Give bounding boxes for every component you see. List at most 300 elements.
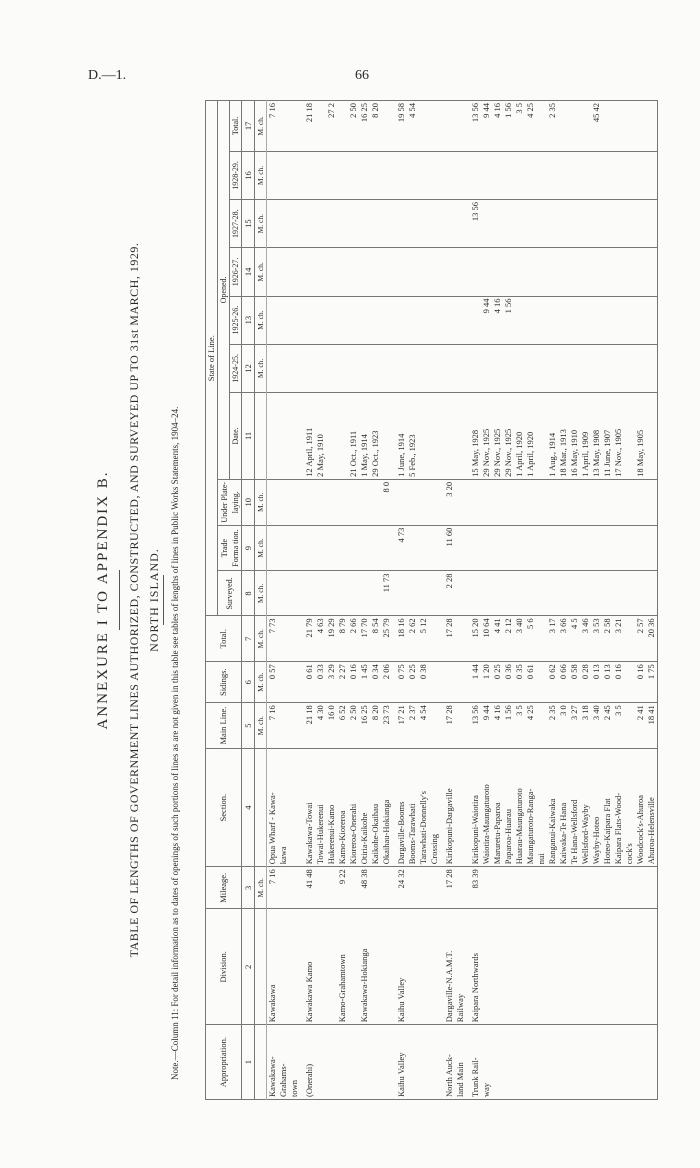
cell-section: Hoteo-Kaipara Flat — [602, 749, 613, 867]
cell-1928-29 — [525, 151, 536, 199]
cell-main-line: 3 0 — [558, 703, 569, 749]
cell-section: kawa — [278, 749, 289, 867]
header-total-opened: Total. — [230, 101, 242, 152]
unit-cell: M. ch. — [255, 296, 267, 344]
cell-surveyed — [580, 571, 591, 616]
cell-platelaying — [267, 479, 279, 525]
cell-division — [370, 909, 381, 1025]
cell-1925-26 — [455, 296, 466, 344]
cell-platelaying — [326, 479, 337, 525]
cell-1925-26 — [337, 296, 348, 344]
cell-platelaying — [348, 479, 359, 525]
cell-date-opened: 5 Feb., 1923 — [407, 392, 418, 479]
cell-surveyed — [635, 571, 646, 616]
cell-appropriation — [370, 1025, 381, 1100]
cell-1928-29 — [337, 151, 348, 199]
cell-appropriation — [359, 1025, 370, 1100]
cell-section: Crossing — [429, 749, 440, 867]
cell-1928-29 — [326, 151, 337, 199]
cell-1927-28 — [580, 200, 591, 248]
cell-surveyed — [407, 571, 418, 616]
cell-division — [525, 909, 536, 1025]
cell-1928-29 — [635, 151, 646, 199]
region-rule — [163, 575, 164, 625]
cell-section: Maungaturoto-Ranga- — [525, 749, 536, 867]
cell-platelaying — [466, 479, 481, 525]
cell-total: 25 79 — [381, 616, 392, 662]
cell-section: Booms-Tarawhati — [407, 749, 418, 867]
cell-division: Railway — [455, 909, 466, 1025]
cell-main-line: 6 52 — [337, 703, 348, 749]
cell-1926-27 — [455, 248, 466, 296]
cell-platelaying — [569, 479, 580, 525]
cell-1928-29 — [503, 151, 514, 199]
cell-platelaying — [392, 479, 407, 525]
cell-date-opened: 11 June, 1907 — [602, 392, 613, 479]
cell-formation — [613, 525, 624, 571]
cell-total: 17 70 — [359, 616, 370, 662]
cell-total-opened: 45 42 — [591, 101, 602, 152]
cell-surveyed — [370, 571, 381, 616]
cell-platelaying — [624, 479, 635, 525]
cell-1924-25 — [525, 344, 536, 392]
cell-total-opened — [536, 101, 547, 152]
cell-section: Kirikopuni-Dargaville — [440, 749, 455, 867]
cell-main-line: 4 54 — [418, 703, 429, 749]
cell-total-opened — [558, 101, 569, 152]
col-number: 8 — [242, 571, 255, 616]
cell-sidings — [455, 662, 466, 703]
unit-cell: M. ch. — [255, 867, 267, 909]
cell-total: 7 73 — [267, 616, 279, 662]
cell-section: Huarau-Maungaturoto — [514, 749, 525, 867]
cell-section: Kaipara Flats-Wood- — [613, 749, 624, 867]
cell-sidings: 0 38 — [418, 662, 429, 703]
cell-sidings — [289, 662, 300, 703]
cell-section: Kamo-Kioreroa — [337, 749, 348, 867]
cell-platelaying — [315, 479, 326, 525]
cell-formation — [492, 525, 503, 571]
cell-1924-25 — [337, 344, 348, 392]
cell-division — [407, 909, 418, 1025]
cell-1927-28 — [326, 200, 337, 248]
cell-appropriation — [536, 1025, 547, 1100]
cell-section: Wayby-Hoteo — [591, 749, 602, 867]
header-surveyed: Surveyed. — [218, 571, 242, 616]
cell-main-line: 3 5 — [613, 703, 624, 749]
cell-1927-28 — [300, 200, 315, 248]
cell-division — [492, 909, 503, 1025]
table-row — [381, 101, 392, 1100]
cell-mileage — [481, 867, 492, 909]
cell-main-line: 2 41 — [635, 703, 646, 749]
cell-1926-27 — [569, 248, 580, 296]
cell-division: Dargaville-N.A.M.T. — [440, 909, 455, 1025]
cell-total-opened: 3 5 — [514, 101, 525, 152]
cell-division: Kaihu Valley — [392, 909, 407, 1025]
cell-total-opened — [440, 101, 455, 152]
header-year-1926: 1926-27. — [230, 248, 242, 296]
cell-mileage — [536, 867, 547, 909]
cell-mileage — [635, 867, 646, 909]
cell-1924-25 — [348, 344, 359, 392]
cell-sidings: 0 62 — [547, 662, 558, 703]
cell-total — [429, 616, 440, 662]
cell-total: 3 66 — [558, 616, 569, 662]
cell-total-opened — [337, 101, 348, 152]
cell-total: 3 21 — [613, 616, 624, 662]
cell-1925-26 — [407, 296, 418, 344]
cell-surveyed — [429, 571, 440, 616]
cell-surveyed — [481, 571, 492, 616]
cell-1927-28 — [315, 200, 326, 248]
cell-1924-25 — [278, 344, 289, 392]
cell-1925-26 — [602, 296, 613, 344]
lengths-table — [205, 100, 658, 1100]
cell-1927-28 — [348, 200, 359, 248]
cell-platelaying — [635, 479, 646, 525]
cell-1927-28 — [613, 200, 624, 248]
cell-total — [536, 616, 547, 662]
cell-1926-27 — [440, 248, 455, 296]
cell-mileage — [315, 867, 326, 909]
cell-1928-29 — [381, 151, 392, 199]
cell-surveyed — [289, 571, 300, 616]
cell-platelaying — [418, 479, 429, 525]
cell-platelaying — [481, 479, 492, 525]
cell-1928-29 — [359, 151, 370, 199]
cell-total: 4 63 — [315, 616, 326, 662]
cell-total-opened — [635, 101, 646, 152]
cell-1924-25 — [503, 344, 514, 392]
cell-total-opened — [602, 101, 613, 152]
cell-surveyed — [466, 571, 481, 616]
cell-division — [289, 909, 300, 1025]
cell-surveyed: 2 28 — [440, 571, 455, 616]
cell-sidings — [536, 662, 547, 703]
cell-date-opened: 2 May, 1910 — [315, 392, 326, 479]
cell-1926-27 — [547, 248, 558, 296]
cell-1924-25 — [370, 344, 381, 392]
cell-appropriation: way — [481, 1025, 492, 1100]
cell-platelaying: 3 20 — [440, 479, 455, 525]
cell-mileage — [558, 867, 569, 909]
cell-sidings: 0 61 — [300, 662, 315, 703]
cell-1926-27 — [624, 248, 635, 296]
cell-section: Kaikohe-Okaihau — [370, 749, 381, 867]
cell-total: 8 54 — [370, 616, 381, 662]
cell-date-opened: 18 Mar., 1913 — [558, 392, 569, 479]
cell-date-opened — [429, 392, 440, 479]
table-row — [267, 101, 279, 1100]
cell-total-opened — [624, 101, 635, 152]
cell-date-opened — [381, 392, 392, 479]
cell-platelaying — [455, 479, 466, 525]
cell-surveyed — [278, 571, 289, 616]
cell-total: 17 28 — [440, 616, 455, 662]
cell-1925-26 — [525, 296, 536, 344]
cell-mileage — [278, 867, 289, 909]
cell-total-opened: 7 16 — [267, 101, 279, 152]
cell-total-opened — [569, 101, 580, 152]
header-division: Division. — [206, 909, 242, 1025]
cell-1925-26 — [429, 296, 440, 344]
table-row — [289, 101, 300, 1100]
header-row-top — [206, 101, 218, 1100]
cell-1928-29 — [289, 151, 300, 199]
cell-sidings: 0 36 — [503, 662, 514, 703]
cell-1926-27 — [492, 248, 503, 296]
cell-surveyed: 11 73 — [381, 571, 392, 616]
cell-section: Maruretu-Paparoa — [492, 749, 503, 867]
unit-cell: M. ch. — [255, 703, 267, 749]
cell-1924-25 — [455, 344, 466, 392]
cell-date-opened — [418, 392, 429, 479]
unit-cell: M. ch. — [255, 344, 267, 392]
cell-appropriation — [580, 1025, 591, 1100]
cell-1926-27 — [514, 248, 525, 296]
cell-division — [381, 909, 392, 1025]
cell-main-line: 17 28 — [440, 703, 455, 749]
cell-1924-25 — [267, 344, 279, 392]
cell-mileage — [591, 867, 602, 909]
cell-1927-28 — [267, 200, 279, 248]
cell-main-line: 2 35 — [547, 703, 558, 749]
table-row — [558, 101, 569, 1100]
cell-1925-26 — [547, 296, 558, 344]
cell-1928-29 — [418, 151, 429, 199]
cell-surveyed — [348, 571, 359, 616]
unit-cell — [255, 1025, 267, 1100]
table-row — [624, 101, 635, 1100]
cell-section: Waiotira-Maungaturoto — [481, 749, 492, 867]
cell-formation — [558, 525, 569, 571]
cell-division — [591, 909, 602, 1025]
header-year-1925: 1925-26. — [230, 296, 242, 344]
cell-main-line: 13 56 — [466, 703, 481, 749]
cell-main-line: 3 40 — [591, 703, 602, 749]
cell-1928-29 — [536, 151, 547, 199]
cell-surveyed — [326, 571, 337, 616]
cell-sidings — [624, 662, 635, 703]
cell-total: 15 20 — [466, 616, 481, 662]
cell-mileage — [492, 867, 503, 909]
cell-main-line: 8 20 — [370, 703, 381, 749]
cell-date-opened: 1 April, 1920 — [514, 392, 525, 479]
col-number: 15 — [242, 200, 255, 248]
unit-cell: M. ch. — [255, 248, 267, 296]
cell-total-opened — [429, 101, 440, 152]
cell-appropriation: Kaihu Valley — [392, 1025, 407, 1100]
cell-appropriation — [337, 1025, 348, 1100]
cell-appropriation — [547, 1025, 558, 1100]
cell-1927-28: 13 56 — [466, 200, 481, 248]
cell-main-line: 3 27 — [569, 703, 580, 749]
cell-1927-28 — [503, 200, 514, 248]
header-under-platelaying: Under Plate-laying. — [218, 479, 242, 525]
cell-main-line: 21 18 — [300, 703, 315, 749]
cell-date-opened — [337, 392, 348, 479]
cell-1927-28 — [492, 200, 503, 248]
cell-appropriation: land Main — [455, 1025, 466, 1100]
cell-surveyed — [569, 571, 580, 616]
cell-1926-27 — [370, 248, 381, 296]
cell-1925-26 — [300, 296, 315, 344]
cell-total-opened: 19 58 — [392, 101, 407, 152]
cell-appropriation — [525, 1025, 536, 1100]
cell-total: 21 79 — [300, 616, 315, 662]
cell-total-opened: 9 44 — [481, 101, 492, 152]
cell-1924-25 — [315, 344, 326, 392]
col-number: 1 — [242, 1025, 255, 1100]
cell-platelaying — [646, 479, 658, 525]
cell-total-opened: 8 20 — [370, 101, 381, 152]
cell-1927-28 — [646, 200, 658, 248]
cell-total-opened — [289, 101, 300, 152]
cell-platelaying — [429, 479, 440, 525]
cell-1925-26: 1 56 — [503, 296, 514, 344]
header-opened: Opened. — [218, 101, 230, 480]
cell-mileage: 9 22 — [337, 867, 348, 909]
col-number: 14 — [242, 248, 255, 296]
cell-main-line: 4 30 — [315, 703, 326, 749]
cell-total: 3 17 — [547, 616, 558, 662]
cell-1924-25 — [481, 344, 492, 392]
cell-sidings: 0 16 — [613, 662, 624, 703]
cell-1924-25 — [429, 344, 440, 392]
cell-total: 3 40 — [514, 616, 525, 662]
table-row — [613, 101, 624, 1100]
cell-sidings — [440, 662, 455, 703]
cell-platelaying — [536, 479, 547, 525]
cell-division — [514, 909, 525, 1025]
cell-date-opened: 16 May, 1910 — [569, 392, 580, 479]
cell-formation — [418, 525, 429, 571]
header-state-of-line: State of Line. — [206, 101, 218, 616]
cell-total-opened — [455, 101, 466, 152]
cell-sidings: 1 20 — [481, 662, 492, 703]
cell-main-line: 16 0 — [326, 703, 337, 749]
cell-1924-25 — [381, 344, 392, 392]
cell-total-opened: 21 18 — [300, 101, 315, 152]
cell-1925-26 — [392, 296, 407, 344]
table-row — [525, 101, 536, 1100]
cell-1927-28 — [536, 200, 547, 248]
cell-main-line — [278, 703, 289, 749]
cell-surveyed — [337, 571, 348, 616]
cell-total-opened — [580, 101, 591, 152]
table-row — [646, 101, 658, 1100]
cell-mileage — [646, 867, 658, 909]
col-number: 17 — [242, 101, 255, 152]
cell-total: 18 16 — [392, 616, 407, 662]
cell-mileage — [547, 867, 558, 909]
table-row — [278, 101, 289, 1100]
table-row — [315, 101, 326, 1100]
cell-formation — [315, 525, 326, 571]
cell-1924-25 — [326, 344, 337, 392]
table-row — [429, 101, 440, 1100]
cell-division — [348, 909, 359, 1025]
cell-division — [646, 909, 658, 1025]
cell-appropriation — [418, 1025, 429, 1100]
cell-date-opened: 18 May, 1905 — [635, 392, 646, 479]
cell-total-opened: 4 25 — [525, 101, 536, 152]
table-titles — [95, 100, 207, 1100]
cell-platelaying — [337, 479, 348, 525]
cell-total-opened — [646, 101, 658, 152]
cell-total: 19 29 — [326, 616, 337, 662]
cell-date-opened: 29 Oct., 1923 — [370, 392, 381, 479]
cell-total: 2 66 — [348, 616, 359, 662]
cell-1928-29 — [646, 151, 658, 199]
unit-cell: M. ch. — [255, 662, 267, 703]
cell-total: 2 57 — [635, 616, 646, 662]
cell-1924-25 — [359, 344, 370, 392]
cell-main-line: 9 44 — [481, 703, 492, 749]
cell-mileage: 48 38 — [359, 867, 370, 909]
cell-1925-26 — [569, 296, 580, 344]
cell-mileage — [613, 867, 624, 909]
cell-total: 2 58 — [602, 616, 613, 662]
cell-total-opened — [613, 101, 624, 152]
cell-1927-28 — [392, 200, 407, 248]
cell-formation — [337, 525, 348, 571]
cell-1925-26 — [440, 296, 455, 344]
cell-division — [418, 909, 429, 1025]
cell-1928-29 — [602, 151, 613, 199]
cell-section: Hukerenui-Kamo — [326, 749, 337, 867]
cell-1924-25 — [514, 344, 525, 392]
cell-date-opened: 29 Nov., 1925 — [492, 392, 503, 479]
cell-sidings: 0 75 — [392, 662, 407, 703]
cell-mileage — [514, 867, 525, 909]
col-number: 11 — [242, 392, 255, 479]
cell-section: Woodcock's-Ahuroa — [635, 749, 646, 867]
cell-appropriation — [315, 1025, 326, 1100]
cell-section: Otiria-Kaikohe — [359, 749, 370, 867]
cell-division — [503, 909, 514, 1025]
cell-date-opened: 29 Nov., 1925 — [481, 392, 492, 479]
cell-1927-28 — [278, 200, 289, 248]
cell-main-line: 3 18 — [580, 703, 591, 749]
cell-formation — [602, 525, 613, 571]
cell-date-opened — [278, 392, 289, 479]
cell-division — [602, 909, 613, 1025]
cell-1924-25 — [569, 344, 580, 392]
cell-1924-25 — [300, 344, 315, 392]
page-reference: D.—1. — [88, 68, 127, 83]
cell-1926-27 — [525, 248, 536, 296]
cell-main-line: 16 25 — [359, 703, 370, 749]
cell-1926-27 — [503, 248, 514, 296]
title-rule — [119, 570, 120, 630]
cell-appropriation — [503, 1025, 514, 1100]
cell-section: Ranganui-Kaiwaka — [547, 749, 558, 867]
cell-appropriation: North Auck- — [440, 1025, 455, 1100]
cell-date-opened: 1 April, 1909 — [580, 392, 591, 479]
column-note: Note.—Column 11: For detail information as to dates of openings of such portions of lines as are not given in this table see tables of lengths of lines in Public Works Statements, 1904–24. — [170, 406, 180, 1080]
cell-1928-29 — [429, 151, 440, 199]
cell-total — [624, 616, 635, 662]
cell-1927-28 — [624, 200, 635, 248]
cell-appropriation — [635, 1025, 646, 1100]
cell-total-opened: 2 50 — [348, 101, 359, 152]
cell-1924-25 — [466, 344, 481, 392]
cell-appropriation: Kawakawa- — [267, 1025, 279, 1100]
col-number: 2 — [242, 909, 255, 1025]
cell-1926-27 — [407, 248, 418, 296]
